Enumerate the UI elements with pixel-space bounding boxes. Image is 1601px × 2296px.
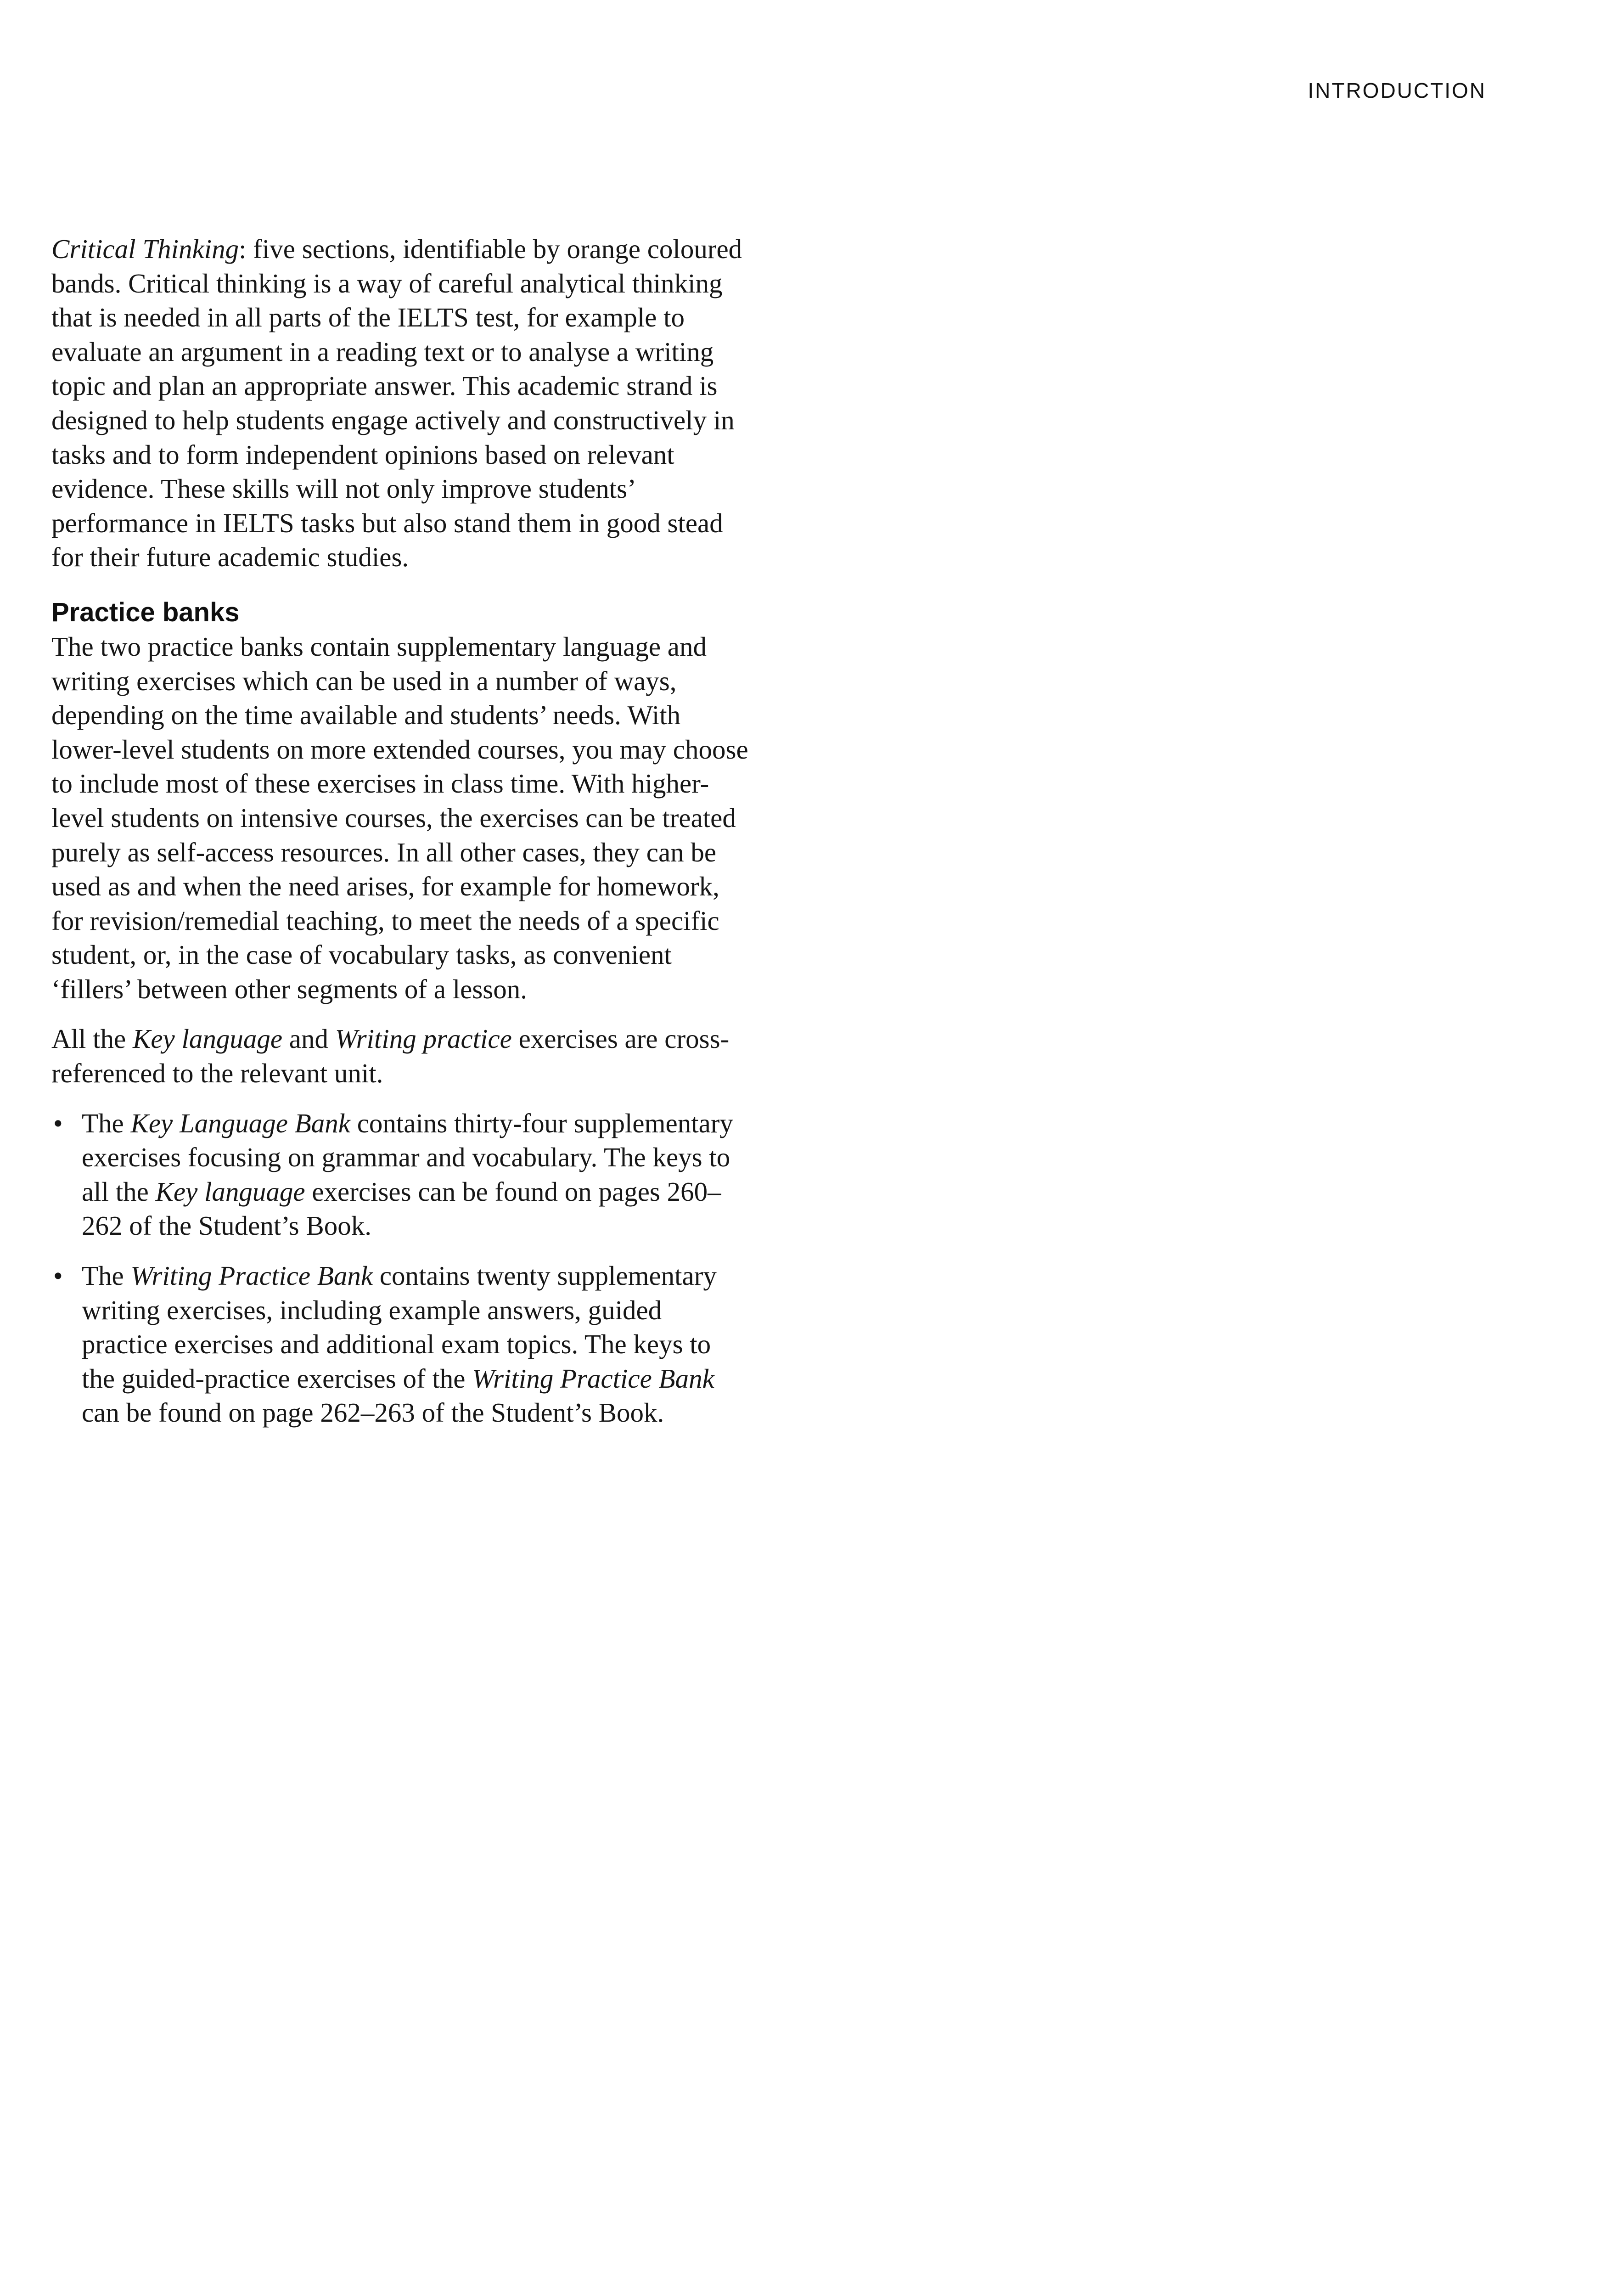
bullet-italic: Writing Practice Bank	[130, 1261, 373, 1291]
bullet-italic: Writing Practice Bank	[472, 1363, 714, 1394]
cross-ref-key-language: Key language	[132, 1024, 283, 1054]
bullet-text: The	[82, 1108, 131, 1138]
practice-bank-list	[51, 1106, 749, 1430]
critical-thinking-term: Critical Thinking	[51, 234, 239, 264]
critical-thinking-text: : five sections, identifiable by orange coloured bands. Critical thinking is a way of careful analytical thinking that is needed in all parts of the IELTS test, for example to evaluate an argument in a reading text or to analyse a writing topic and plan an appropriate answer. This academic strand is designed to help students engage actively and constructively in tasks and to form independent opinions based on relevant evidence. These skills will not only improve students’ performance in IELTS tasks but also stand them in good stead for their future academic studies.	[51, 234, 742, 573]
spacer	[51, 574, 749, 596]
bullet-text: contains twenty supplementary writing exercises, including example answers, guided practice exercises and additional exam topics. The keys to the guided-practice exercises of the	[82, 1261, 717, 1394]
cross-ref-writing-practice: Writing practice	[335, 1024, 512, 1054]
practice-banks-intro: The two practice banks contain supplementary language and writing exercises which can be used in a number of ways, depending on the time available and students’ needs. With lower-level students on more extended courses, you may choose to include most of these exercises in class time. With higher-level students on intensive courses, the exercises can be treated purely as self-access resources. In all other cases, they can be used as and when the need arises, for example for homework, for revision/remedial teaching, to meet the needs of a specific student, or, in the case of vocabulary tasks, as convenient ‘fillers’ between other segments of a lesson.	[51, 631, 748, 1004]
bullet-italic: Key language	[155, 1176, 305, 1207]
bullet-icon: •	[53, 1261, 63, 1291]
bullet-italic: Key Language Bank	[130, 1108, 350, 1138]
bullet-icon: •	[53, 1108, 63, 1138]
critical-thinking-paragraph	[51, 232, 749, 574]
practice-banks-heading: Practice banks	[51, 597, 240, 627]
cross-ref-text-2: and	[282, 1024, 335, 1054]
bullet-text: The	[82, 1261, 131, 1291]
list-item-key-language-bank	[51, 1106, 749, 1243]
cross-ref-text-3: exercises are cross-referenced to the relevant unit.	[51, 1024, 730, 1089]
cross-ref-text-1: All the	[51, 1024, 133, 1054]
spacer	[51, 1091, 749, 1106]
bullet-text: contains thirty-four supplementary exercises focusing on grammar and vocabulary. The keys to all the	[82, 1108, 733, 1207]
bullet-text: exercises can be found on pages 260–262 of the Student’s Book.	[82, 1176, 721, 1241]
list-item-writing-practice-bank	[51, 1259, 749, 1430]
bullet-text: can be found on page 262–263 of the Student’s Book.	[82, 1397, 664, 1428]
cross-reference-paragraph	[51, 1022, 749, 1090]
main-text-column	[51, 232, 749, 1430]
running-head: INTRODUCTION	[1308, 79, 1486, 102]
spacer	[51, 1006, 749, 1022]
